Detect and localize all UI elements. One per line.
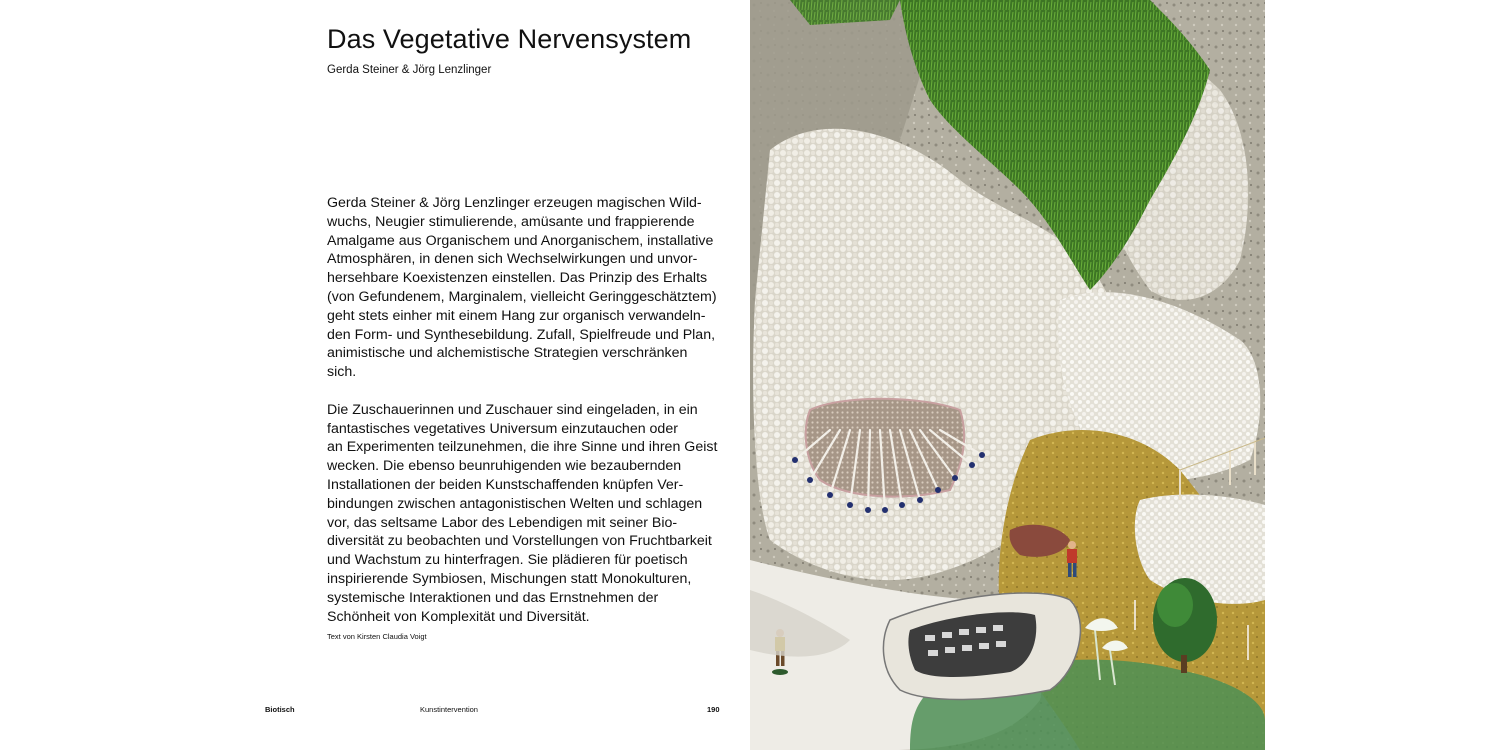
body-line: geht stets einher mit einem Hang zur organisch verwandeln- [327,307,706,324]
body-line: Atmosphären, in denen sich Wechselwirkungen und unvor- [327,251,698,268]
page-title: Das Vegetative Nervensystem [327,24,692,54]
body-line: Gerda Steiner & Jörg Lenzlinger erzeugen magischen Wild- [327,195,702,211]
body-line: Schönheit von Komplexität und Diversität. [327,608,590,625]
body-line: und Wachstum zu hinterfragen. Sie plädieren für poetisch [327,552,688,569]
body-line: Die Zuschauerinnen und Zuschauer sind eingeladen, in ein [327,401,698,418]
body-line: wuchs, Neugier stimulierende, amüsante und frappierende [327,213,695,230]
body-line: wecken. Die ebenso beunruhigenden wie bezaubernden [327,458,682,475]
installation-photo [750,0,1265,750]
body-line: inspirierende Symbiosen, Mischungen statt Monokulturen, [327,570,692,587]
body-line: bindungen zwischen antagonistischen Welten und schlagen [327,495,703,512]
authors-line: Gerda Steiner & Jörg Lenzlinger [327,64,492,76]
body-line: sich. [327,364,357,381]
page-number: 190 [707,705,720,714]
body-text [327,194,719,626]
body-line: fantastisches vegetatives Universum einzutauchen oder [327,420,678,437]
body-line: an Experimenten teilzunehmen, die ihre Sinne und ihren Geist [327,439,718,456]
footer-category: Kunstintervention [420,705,478,714]
body-line: vor, das seltsame Labor des Lebendigen mit seiner Bio- [327,514,678,531]
body-line: den Form- und Synthesebildung. Zufall, Spielfreude und Plan, [327,326,716,343]
footer-section: Biotisch [265,705,295,714]
body-line: (von Gefundenem, Marginalem, vielleicht Geringgeschätztem) [327,288,717,305]
photo-artwork [750,0,1265,750]
body-line: diversität zu beobachten und Vorstellungen von Fruchtbarkeit [327,533,712,550]
body-line: hersehbare Koexistenzen einstellen. Das Prinzip des Erhalts [327,270,708,287]
body-line: Installationen der beiden Kunstschaffenden knüpfen Ver- [327,476,684,493]
paragraph-gap [327,382,719,401]
body-line: systemische Interaktionen und das Ernstnehmen der [327,589,659,606]
body-line: animistische und alchemistische Strategien verschränken [327,345,688,362]
body-line: Amalgame aus Organischem und Anorganischem, installative [327,232,714,249]
text-credit: Text von Kirsten Claudia Voigt [327,632,427,641]
